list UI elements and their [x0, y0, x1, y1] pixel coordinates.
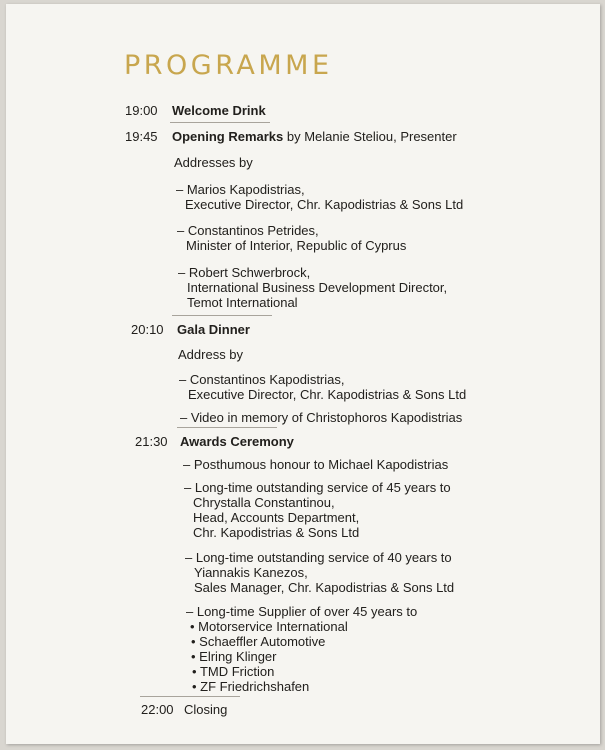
time-1945: 19:45 — [125, 129, 158, 144]
page-title: PROGRAMME — [124, 50, 333, 81]
list-item: – Constantinos Petrides, — [177, 223, 319, 238]
bullet-icon: • — [192, 664, 200, 679]
list-item: – Robert Schwerbrock, — [178, 265, 311, 280]
supplier-name: TMD Friction — [199, 664, 275, 679]
divider — [172, 315, 272, 316]
time-2130: 21:30 — [135, 434, 168, 449]
list-item-detail: Executive Director, Chr. Kapodistrias & Sons Ltd — [188, 387, 467, 402]
list-item-detail: Temot International — [187, 295, 298, 310]
list-item: – Constantinos Kapodistrias, — [179, 372, 345, 387]
list-item-detail: Sales Manager, Chr. Kapodistrias & Sons Ltd — [194, 580, 455, 595]
divider — [140, 696, 240, 697]
divider — [170, 122, 270, 123]
list-item: – Long-time outstanding service of 40 years to — [185, 550, 452, 565]
list-item: – Marios Kapodistrias, — [176, 182, 305, 197]
list-item-detail: Chrystalla Constantinou, — [193, 495, 335, 510]
divider — [177, 427, 277, 428]
section-heading-awards: Awards Ceremony — [180, 434, 294, 449]
supplier-name: Elring Klinger — [199, 649, 277, 664]
subheading-address: Address by — [178, 347, 244, 362]
list-item-detail: Chr. Kapodistrias & Sons Ltd — [193, 525, 360, 540]
section-heading-opening — [172, 129, 457, 144]
section-heading-gala: Gala Dinner — [177, 322, 250, 337]
section-heading-closing: Closing — [184, 702, 228, 717]
bullet-icon: • — [191, 634, 200, 649]
supplier-name: Schaeffler Automotive — [199, 634, 326, 649]
supplier-name: ZF Friedrichshafen — [200, 679, 310, 694]
list-item-detail: Yiannakis Kanezos, — [194, 565, 308, 580]
list-item-detail: Minister of Interior, Republic of Cyprus — [186, 238, 407, 253]
list-item-detail: Head, Accounts Department, — [193, 510, 360, 525]
supplier-item — [191, 649, 277, 664]
supplier-item — [190, 619, 348, 634]
list-item-detail: International Business Development Director, — [187, 280, 448, 295]
bullet-icon: • — [192, 679, 201, 694]
section-heading-welcome: Welcome Drink — [172, 103, 266, 118]
time-1900: 19:00 — [125, 103, 158, 118]
bullet-icon: • — [190, 619, 199, 634]
supplier-name: Motorservice International — [198, 619, 348, 634]
time-2200: 22:00 — [141, 702, 174, 717]
list-item: – Long-time Supplier of over 45 years to — [186, 604, 418, 619]
list-item: – Posthumous honour to Michael Kapodistrias — [183, 457, 449, 472]
supplier-item — [192, 679, 309, 694]
list-item-detail: Executive Director, Chr. Kapodistrias & Sons Ltd — [185, 197, 464, 212]
list-item: – Video in memory of Christophoros Kapodistrias — [180, 410, 463, 425]
heading-opening-remarks: Opening Remarks — [172, 129, 284, 144]
supplier-item — [192, 664, 274, 679]
programme-page — [6, 4, 600, 744]
supplier-item — [191, 634, 325, 649]
time-2010: 20:10 — [131, 322, 164, 337]
bullet-icon: • — [191, 649, 200, 664]
heading-opening-presenter: by Melanie Steliou, Presenter — [283, 129, 457, 144]
subheading-addresses: Addresses by — [174, 155, 253, 170]
list-item: – Long-time outstanding service of 45 years to — [184, 480, 451, 495]
